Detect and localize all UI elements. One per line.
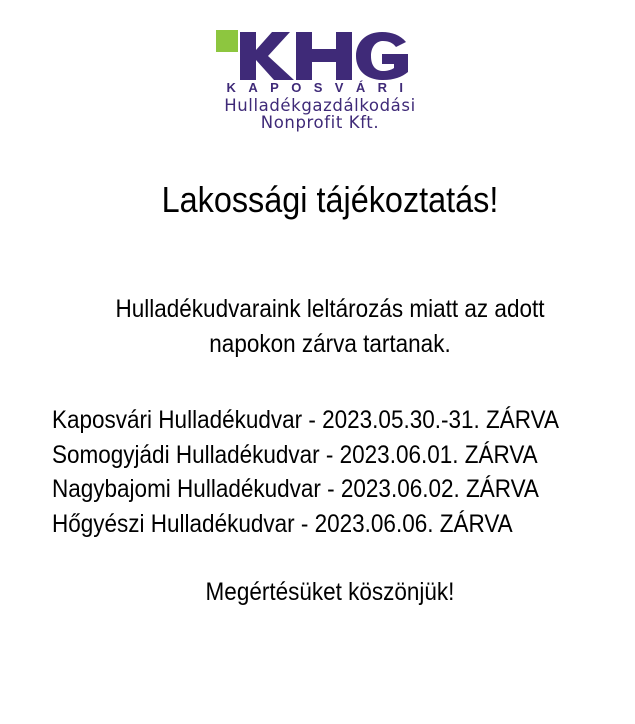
closure-item-kaposvar: Kaposvári Hulladékudvar - 2023.05.30.-31. ZÁRVA [52,406,559,434]
logo-brand-text: KAPOSVÁRI [226,80,416,95]
closure-item-hogyesz: Hőgyészi Hulladékudvar - 2023.06.06. ZÁRVA [52,509,513,538]
intro-text-line-1: Hulladékudvaraink leltározás miatt az adott [115,295,545,323]
closure-item-somogyjad: Somogyjádi Hulladékudvar - 2023.06.01. ZÁRVA [52,440,538,469]
intro-text-line-2: napokon zárva tartanak. [209,330,451,358]
thanks-text: Megértésüket köszönjük! [205,578,455,606]
company-logo [0,22,635,134]
closure-list [52,403,615,541]
page-title: Lakossági tájékoztatás! [161,179,499,220]
logo-company-line-2: Nonprofit Kft. [260,113,380,132]
logo-company-line-1: Hulladékgazdálkodási [224,96,416,115]
closure-item-nagybajom: Nagybajomi Hulladékudvar - 2023.06.02. ZÁRVA [52,475,539,503]
